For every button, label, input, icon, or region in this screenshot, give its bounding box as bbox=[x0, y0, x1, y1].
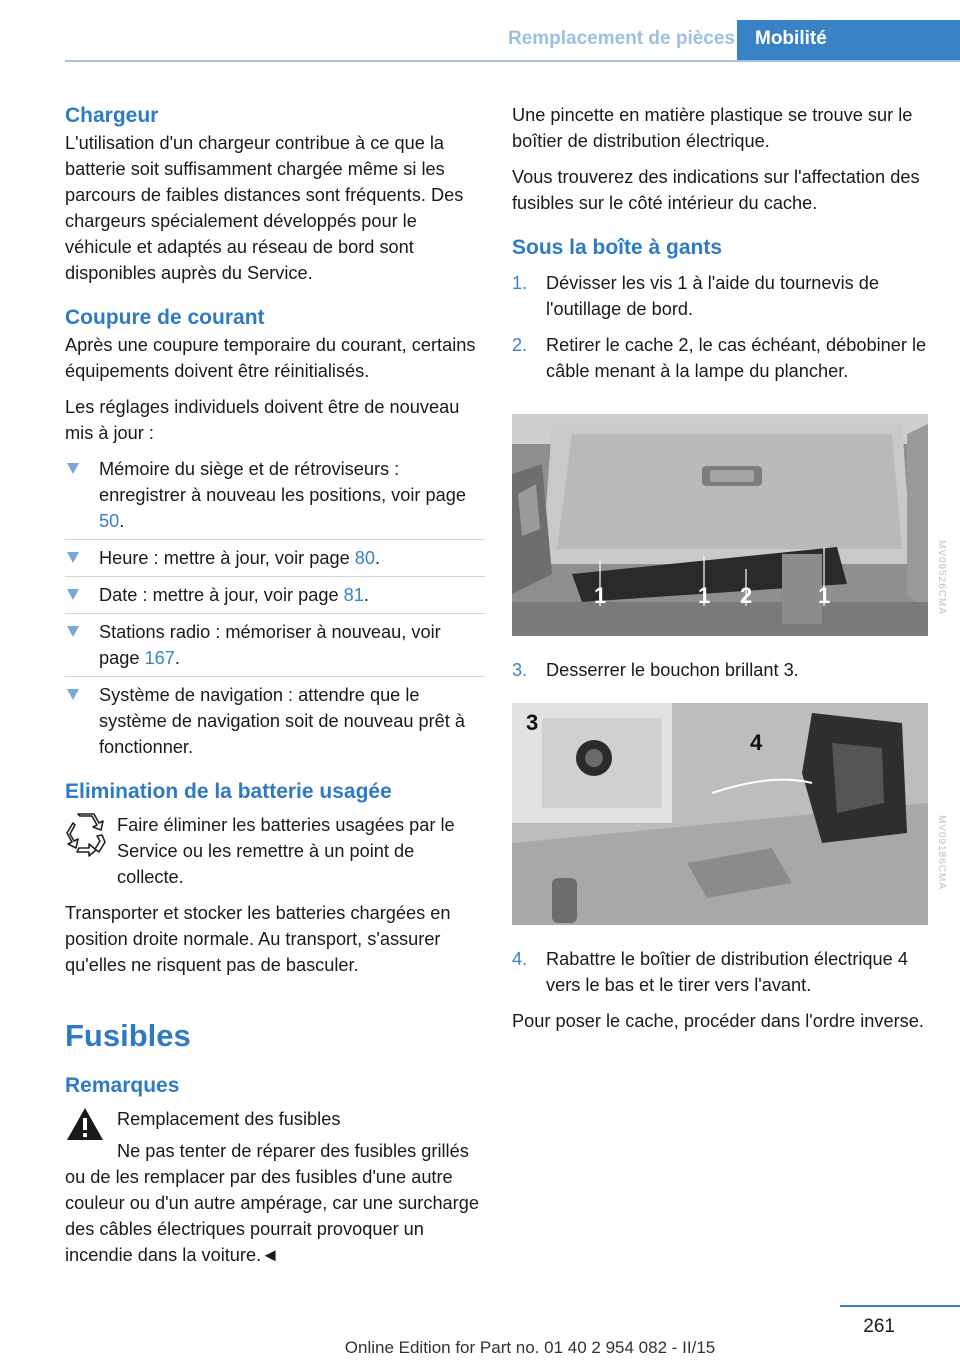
photo2-label: 4 bbox=[750, 730, 763, 755]
page-number-rule bbox=[840, 1305, 960, 1307]
step-item: 4. Rabattre le boîtier de distribution électrique 4 vers le bas et le tirer vers l'avant. bbox=[512, 949, 908, 995]
steps-list-c bbox=[512, 946, 932, 998]
warning-text: Ne pas tenter de réparer des fusibles grillés ou de les remplacer par des fusibles d'une autre couleur ou d'un autre ampérage, car une surcharge des câbles électriques pourrait provoquer un incendie dans la voiture.◄ bbox=[65, 1141, 479, 1265]
step-item: 1. Dévisser les vis 1 à l'aide du tournevis de l'outillage de bord. bbox=[512, 273, 880, 319]
power-cut-text-1: Après une coupure temporaire du courant, certains équipements doivent être réinitialisés. bbox=[65, 335, 476, 381]
warning-title: Remplacement des fusibles bbox=[117, 1109, 341, 1129]
bullet-triangle-icon bbox=[67, 552, 79, 563]
steps-list-b bbox=[512, 657, 932, 683]
disposal-note: Faire éliminer les batteries usagées par le Service ou les remettre à un point de collecte. bbox=[65, 812, 485, 890]
photo1-label: 1 bbox=[698, 583, 711, 608]
page-link[interactable]: 50 bbox=[99, 511, 120, 531]
right-column bbox=[512, 102, 932, 1044]
photo1-label: 1 bbox=[594, 583, 607, 608]
fuses-heading: Fusibles bbox=[65, 1018, 191, 1053]
reinstall-text: Pour poser le cache, procéder dans l'ordre inverse. bbox=[512, 1011, 924, 1031]
disposal-text: Transporter et stocker les batteries chargées en position droite normale. Au transport, s'assurer qu'elles ne risquent pas de basculer. bbox=[65, 903, 451, 975]
photo1-label: 1 bbox=[818, 583, 831, 608]
end-mark: ◄ bbox=[261, 1245, 280, 1265]
charger-heading: Chargeur bbox=[65, 104, 159, 127]
list-item: Stations radio : mémoriser à nouveau, voir page 167. bbox=[65, 619, 485, 671]
recycle-icon bbox=[65, 812, 107, 858]
list-item: Date : mettre à jour, voir page 81. bbox=[65, 582, 485, 608]
edition-footer: Online Edition for Part no. 01 40 2 954 082 - II/15 bbox=[344, 1338, 716, 1357]
bullet-triangle-icon bbox=[67, 463, 79, 474]
page-link[interactable]: 167 bbox=[144, 648, 175, 668]
header-section-title: Remplacement de pièces bbox=[507, 28, 735, 49]
warning-note bbox=[65, 1106, 485, 1132]
photo1-code: MV09526CMA bbox=[936, 540, 947, 616]
header-rule bbox=[65, 60, 960, 62]
step-item: 3. Desserrer le bouchon brillant 3. bbox=[512, 660, 799, 680]
bullet-triangle-icon bbox=[67, 626, 79, 637]
photo2-code: MV09186CMA bbox=[936, 815, 947, 891]
power-cut-text-2: Les réglages individuels doivent être de nouveau mis à jour : bbox=[65, 397, 460, 443]
list-item: Heure : mettre à jour, voir page 80. bbox=[65, 545, 485, 571]
header-chapter-tab[interactable]: Mobilité bbox=[737, 20, 960, 62]
photo2-label: 3 bbox=[526, 710, 539, 735]
glovebox-heading: Sous la boîte à gants bbox=[512, 236, 723, 259]
bullet-triangle-icon bbox=[67, 589, 79, 600]
power-cut-heading: Coupure de courant bbox=[65, 306, 265, 329]
list-item: Mémoire du siège et de rétroviseurs : enregistrer à nouveau les positions, voir page 50. bbox=[65, 456, 485, 534]
page-link[interactable]: 80 bbox=[354, 548, 375, 568]
bullet-triangle-icon bbox=[67, 689, 79, 700]
reset-list bbox=[65, 456, 485, 760]
photo1-label: 2 bbox=[740, 583, 753, 608]
step-item: 2. Retirer le cache 2, le cas échéant, débobiner le câble menant à la lampe du plancher. bbox=[512, 335, 927, 381]
left-column bbox=[65, 102, 485, 1278]
glovebox-photo bbox=[512, 414, 928, 636]
list-item: Système de navigation : attendre que le système de navigation soit de nouveau prêt à fonctionner. bbox=[65, 682, 485, 760]
fusebox-photo bbox=[512, 703, 928, 925]
page-link[interactable]: 81 bbox=[343, 585, 364, 605]
disposal-heading: Elimination de la batterie usagée bbox=[65, 780, 392, 803]
steps-list-a bbox=[512, 270, 932, 384]
fuse-assignment-text: Vous trouverez des indications sur l'affectation des fusibles sur le côté intérieur du cache. bbox=[512, 167, 920, 213]
remarks-heading: Remarques bbox=[65, 1074, 180, 1097]
warning-icon bbox=[65, 1106, 105, 1142]
page-number: 261 bbox=[863, 1316, 895, 1337]
charger-text: L'utilisation d'un chargeur contribue à ce que la batterie soit suffisamment chargée même si les parcours de faibles distances sont fréquents. Des chargeurs spécialement développés pour le véhicule et adaptés au réseau de bord sont disponibles auprès du Service. bbox=[65, 133, 464, 283]
pincette-text: Une pincette en matière plastique se trouve sur le boîtier de distribution électrique. bbox=[512, 105, 913, 151]
